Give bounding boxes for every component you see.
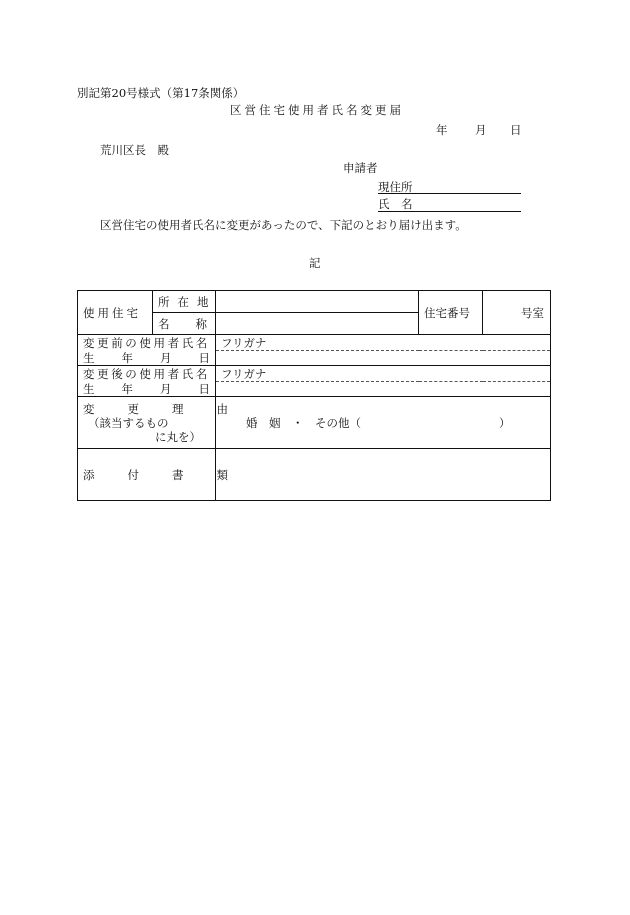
form-table	[77, 290, 551, 501]
reason-options: 婚 姻 ・ その他（ ）	[246, 415, 511, 430]
after-birth-year: 年	[121, 381, 133, 396]
reason-note-1: （該当するもの	[88, 416, 169, 430]
reason-options-field[interactable]	[216, 397, 551, 449]
attachments-field[interactable]	[216, 449, 551, 501]
reason-note-2: に丸を）	[155, 430, 201, 444]
reason-label-cell	[78, 397, 261, 449]
housing-label-cell	[78, 291, 153, 335]
room-suffix: 号室	[521, 305, 544, 320]
house-number-label: 住宅番号	[424, 305, 470, 320]
address-underline	[378, 193, 521, 194]
before-furigana-label: フリガナ	[221, 335, 267, 350]
date-month-label: 月	[475, 123, 487, 137]
location-label-cell	[153, 291, 216, 313]
before-name-label: 変更前の使用者氏名	[83, 335, 210, 350]
before-birth-day: 日	[198, 350, 210, 365]
before-birth-year: 年	[121, 350, 133, 365]
body-text: 区営住宅の使用者氏名に変更があったので、下記のとおり届け出ます。	[100, 218, 467, 232]
building-name-label-cell	[153, 313, 233, 335]
before-birth-sei: 生	[83, 350, 95, 365]
after-birth-label-cell	[78, 382, 216, 397]
name-label: 氏 名	[378, 197, 413, 211]
ki-label: 記	[309, 256, 321, 270]
after-furigana-field[interactable]	[216, 366, 551, 382]
applicant-label: 申請者	[343, 161, 378, 175]
after-name-label: 変更後の使用者氏名	[83, 366, 210, 381]
building-name-field[interactable]	[216, 313, 419, 335]
addressee: 荒川区長 殿	[100, 143, 169, 157]
after-birth-sei: 生	[83, 381, 95, 396]
attachments-label-cell	[78, 449, 261, 501]
before-furigana-field[interactable]	[216, 335, 551, 351]
room-number-field[interactable]	[483, 291, 551, 335]
housing-label: 使用住宅	[83, 305, 141, 320]
before-name-label-cell	[78, 335, 216, 351]
before-name-field[interactable]	[216, 351, 551, 366]
location-label: 所在地	[158, 294, 217, 309]
before-birth-month: 月	[160, 350, 172, 365]
date-year-label: 年	[436, 123, 448, 137]
reason-label: 変更理由	[83, 402, 261, 416]
after-furigana-label: フリガナ	[221, 366, 267, 381]
after-birth-month: 月	[160, 381, 172, 396]
before-birth-label-cell	[78, 351, 216, 366]
date-day-label: 日	[510, 123, 522, 137]
location-field[interactable]	[216, 291, 419, 313]
after-name-field[interactable]	[216, 382, 551, 397]
form-number: 別記第20号様式（第17条関係）	[77, 86, 245, 100]
form-title: 区営住宅使用者氏名変更届	[230, 103, 404, 117]
after-name-label-cell	[78, 366, 216, 382]
building-name-label: 名称	[158, 316, 233, 331]
after-birth-day: 日	[198, 381, 210, 396]
attachments-label: 添付書類	[83, 467, 261, 482]
house-number-label-cell	[419, 291, 483, 335]
name-underline	[378, 211, 521, 212]
address-label: 現住所	[378, 180, 413, 194]
